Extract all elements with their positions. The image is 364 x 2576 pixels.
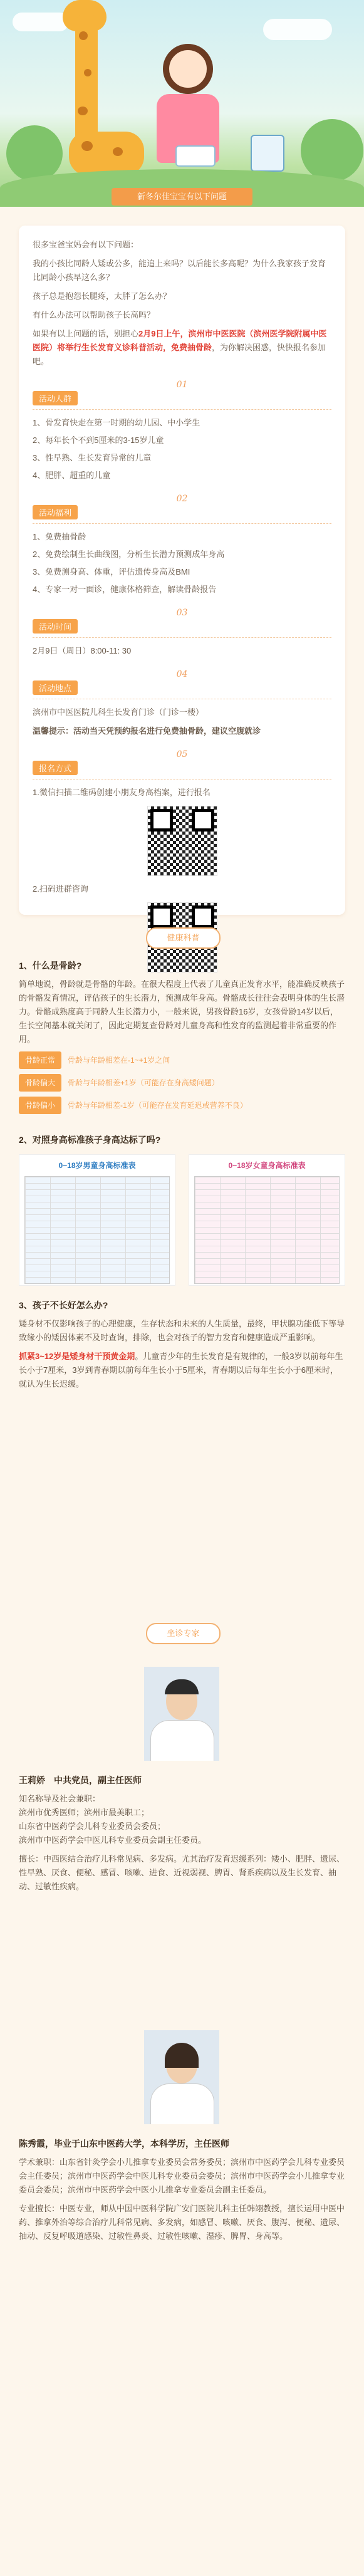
bone-age-row: 骨龄偏大 骨龄与年龄相差+1岁（可能存在身高矮问题） [19, 1074, 345, 1092]
divider [33, 779, 331, 780]
expert-role: 知名称导及社会兼职： [19, 1794, 101, 1803]
section-number: 04 [176, 669, 188, 679]
list-item: 2、免费绘制生长曲线图，分析生长潜力预测成年身高 [33, 550, 225, 559]
event-card [19, 226, 345, 915]
signup-qr-code[interactable] [147, 806, 217, 876]
divider [33, 523, 331, 524]
question-heading: 1、什么是骨龄? [19, 961, 82, 971]
divider [33, 409, 331, 410]
giraffe-neck [75, 13, 98, 150]
girl-head [163, 44, 213, 94]
question-heading: 3、孩子不长好怎么办? [19, 1300, 108, 1310]
cloud-icon [263, 19, 332, 40]
list-item: 3、免费测身高、体重，评估遗传身高及BMI [33, 567, 190, 576]
list-item: 2、每年长个不到5厘米的3-15岁儿童 [33, 435, 164, 445]
list-item: 3、性早熟、生长发育异常的儿童 [33, 453, 152, 462]
milk-box-icon [251, 135, 284, 172]
tree-icon [6, 125, 63, 182]
height-standard-charts [19, 1154, 345, 1286]
section-number: 02 [176, 494, 188, 504]
expert-name: 陈秀霞，毕业于山东中医药大学，本科学历，主任医师 [19, 2139, 229, 2149]
section-label-benefits: 活动福利 [33, 505, 78, 519]
tree-icon [301, 119, 363, 182]
intro-line: 我的小孩比同龄人矮或公多，能追上来吗？以后能长多高呢？为什么我家孩子发育比同龄小孩早这么多？ [33, 259, 326, 282]
intro-highlight: 如果有以上问题的话，别担心2月9日上午，滨州市中医医院（滨州医学院附属中医医院）将举行生长发育义诊科普活动，免费抽骨龄，为你解决困惑，快快报名参加吧。 [33, 329, 327, 366]
event-place: 滨州市中医医院儿科生长发育门诊（门诊一楼） [33, 707, 204, 717]
benefits-list [33, 530, 331, 597]
science-pill: 健康科普 [146, 927, 221, 949]
expert-1 [19, 1773, 345, 1899]
growth-paragraph: 抓紧3~12岁是矮身材干预黄金期。儿童青少年的生长发育是有规律的，一般3岁以前每年生长小于7厘米，3岁到青春期以前每年生长小于5厘米，青春期以后每年生长小于6厘米时，就认为生长迟缓。 [19, 1352, 343, 1389]
giraffe-body [69, 132, 144, 175]
expert-name: 王莉娇 中共党员，副主任医师 [19, 1775, 142, 1785]
list-item: 1、骨发育快走在第一时期的幼儿园、中小学生 [33, 418, 200, 427]
section-number: 05 [176, 749, 188, 759]
expert-desc: 专业擅长：中医专业，师从中国中医科学院广安门医院儿科主任韩翊教授，擅长运用中医中药、推拿外治等综合治疗儿科常见病、多发病，如感冒、咳嗽、厌食、腹泻、便秘、遗尿、抽动、反复呼吸道感染、过敏性鼻炎、过敏性咳嗽、湿疹、脾胃、身高等。 [19, 2204, 345, 2241]
section-number: 01 [176, 380, 188, 390]
section-number: 03 [176, 608, 188, 618]
expert-role: 滨州市中医药学会中医儿科专业委员会副主任委员。 [19, 1835, 207, 1845]
section-label-signup: 报名方式 [33, 761, 78, 775]
section-label-audience: 活动人群 [33, 391, 78, 405]
list-item: 1、免费抽骨龄 [33, 532, 86, 541]
question-heading: 2、对照身高标准孩子身高达标了吗? [19, 1135, 161, 1145]
intro-line: 有什么办法可以帮助孩子长高吗？ [33, 310, 155, 320]
expert-desc: 学术兼职：山东省针灸学会小儿推拿专业委员会常务委员；滨州市中医药学会儿科专业委员会主任委员；滨州市中医药学会中医儿科专业委员会委员；滨州市中医药学会小儿推拿专业委员会委员；滨州市中医药学会中医小儿推拿专业委员会副主任委员。 [19, 2157, 345, 2194]
bone-age-row: 骨龄正常 骨龄与年龄相差在-1~+1岁之间 [19, 1051, 345, 1069]
scale-icon [175, 145, 216, 167]
cloud-icon [13, 13, 69, 31]
list-item: 4、专家一对一面诊，健康体格筛查，解读骨龄报告 [33, 585, 217, 594]
doctor-photo [144, 1667, 219, 1761]
expert-2 [19, 2137, 345, 2248]
hero-banner [0, 0, 364, 207]
expert-desc: 擅长：中西医结合治疗儿科常见病、多发病。尤其治疗发育迟缓系列：矮小、肥胖、遗尿、性早熟、厌食、便秘、感冒、咳嗽、进食、近视弱视、脾胃、肾系疾病以及生长发育、抽动、过敏性疾病。 [19, 1854, 345, 1891]
boy-height-table: 0~18岁男童身高标准表 [19, 1154, 175, 1286]
section-label-time: 活动时间 [33, 619, 78, 634]
section-label-place: 活动地点 [33, 681, 78, 695]
girl-height-table: 0~18岁女童身高标准表 [189, 1154, 345, 1286]
intro-line: 很多宝爸宝妈会有以下问题： [33, 240, 139, 249]
audience-list [33, 416, 331, 482]
growth-paragraph: 矮身材不仅影响孩子的心理健康，生存状态和未来的人生质量，最终，甲状腺功能低下等导致缘小的矮因体素不及时查询，排除，也会对孩子的智力发育和健康造成严重影响。 [19, 1319, 345, 1342]
signup-step: 2.扫码进群咨询 [33, 884, 88, 894]
doctor-photo [144, 2030, 219, 2124]
signup-step: 1.微信扫描二维码创建小朋友身高档案，进行报名 [33, 788, 211, 797]
list-item: 4、肥胖、超重的儿童 [33, 471, 111, 480]
event-warning: 温馨提示：活动当天凭预约报名进行免费抽骨龄，建议空腹就诊 [33, 726, 261, 736]
bone-age-paragraph: 简单地说，骨龄就是骨骼的年龄。在很大程度上代表了儿童真正发育水平，能准确反映孩子的骨骼发育情况，评估孩子的生长潜力，预测成年身高。骨骼成长往往会表明身体的生长潜力。骨骼成熟度高于同龄人生长潜力小，一般来说，男孩骨龄16岁，女孩骨龄14岁以后，生长空间基本就关闭了，因此定期复查骨龄对儿童身高和性发育的监测起着非常重要的作用。 [19, 979, 345, 1044]
experts-pill: 坐诊专家 [146, 1623, 221, 1644]
science-article [19, 959, 345, 1396]
event-time: 2月9日（周日）8:00-11: 30 [33, 646, 132, 655]
divider [33, 637, 331, 638]
bone-age-row: 骨龄偏小 骨龄与年龄相差-1岁（可能存在发育延迟或营养不良） [19, 1097, 345, 1114]
intro-line: 孩子总是抱怨长腿疼，太胖了怎么办？ [33, 291, 172, 301]
expert-role: 山东省中医药学会儿科专业委员会委员； [19, 1822, 166, 1831]
expert-role: 滨州市优秀医师；滨州市最美职工； [19, 1808, 150, 1817]
hero-ribbon: 新冬尔佳宝宝有以下问题 [112, 188, 252, 206]
